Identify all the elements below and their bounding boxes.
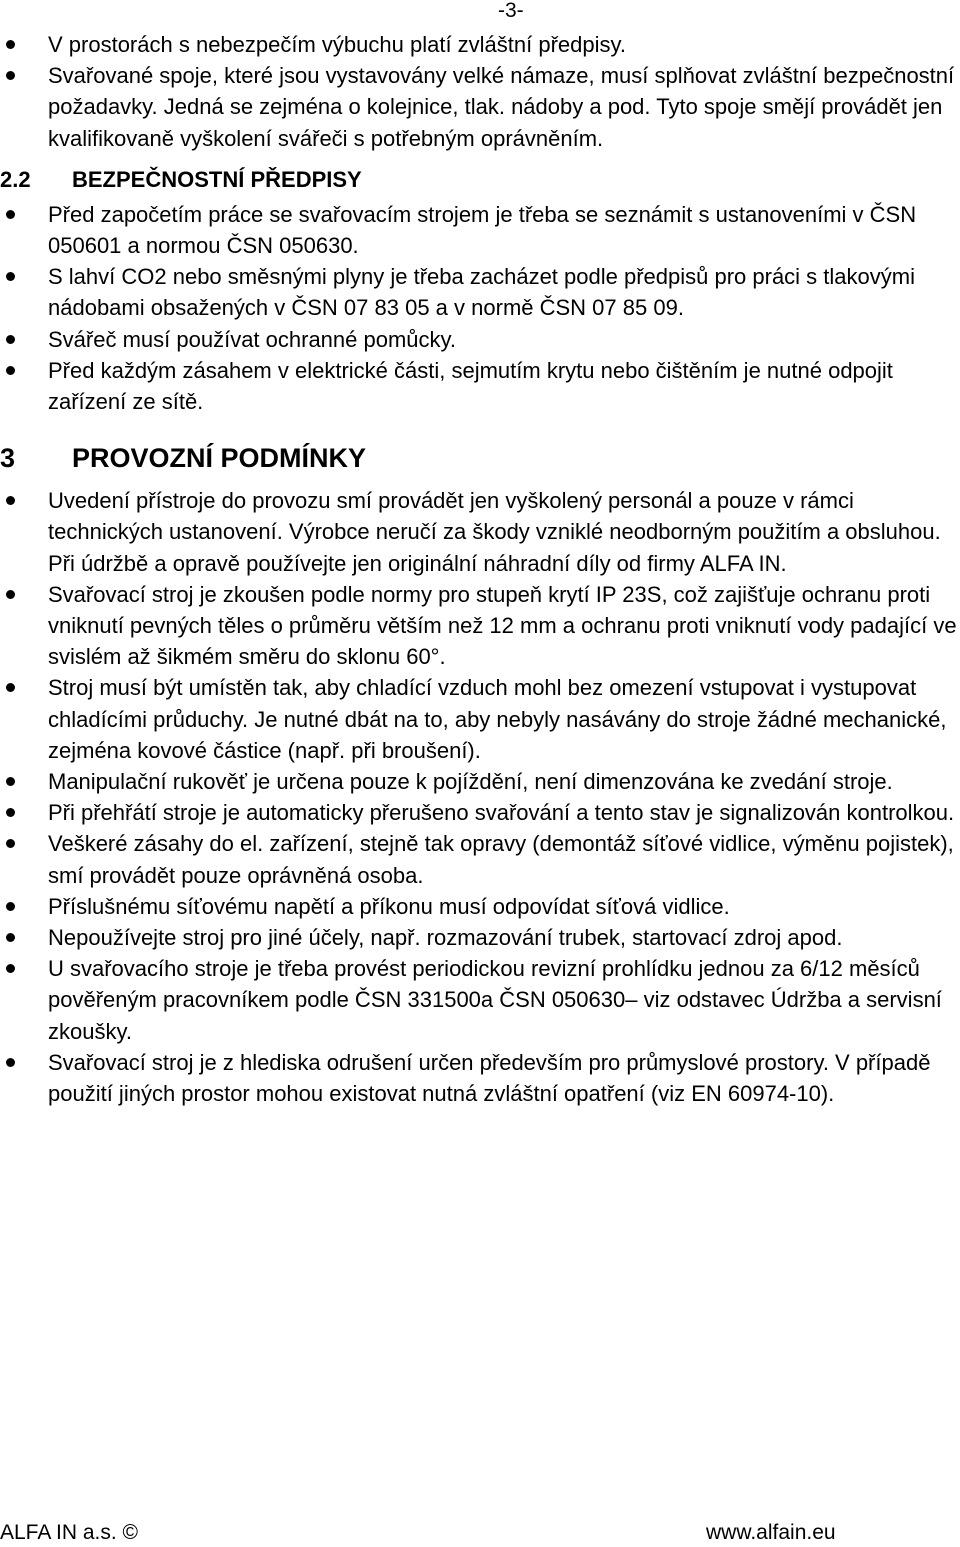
page-number: -3- xyxy=(498,0,524,22)
bullet-icon xyxy=(6,366,15,375)
list-item: V prostorách s nebezpečím výbuchu platí zvláštní předpisy. xyxy=(0,29,960,60)
bullet-icon xyxy=(6,210,15,219)
list-item: Svářeč musí používat ochranné pomůcky. xyxy=(0,324,960,355)
section-title: BEZPEČNOSTNÍ PŘEDPISY xyxy=(72,166,362,192)
section-number: 3 xyxy=(0,443,16,474)
list-item: Před každým zásahem v elektrické části, sejmutím krytu nebo čištěním je nutné odpojit zařízení ze sítě. xyxy=(0,355,960,417)
bullet-icon xyxy=(6,683,15,692)
bullet-icon xyxy=(6,777,15,786)
bullet-icon xyxy=(6,964,15,973)
bullet-icon xyxy=(6,40,15,49)
list-item: Nepoužívejte stroj pro jiné účely, např. rozmazování trubek, startovací zdroj apod. xyxy=(0,922,960,953)
document-body xyxy=(0,29,960,1109)
bullet-icon xyxy=(6,1058,15,1067)
list-item: Stroj musí být umístěn tak, aby chladící vzduch mohl bez omezení vstupovat i vystupovat chladícími průduchy. Je nutné dbát na to, aby nebyly nasávány do stroje žádné mechanické, zejména kovové částice (např. při broušení). xyxy=(0,672,960,766)
list-item: Při přehřátí stroje je automaticky přerušeno svařování a tento stav je signalizován kontrolkou. xyxy=(0,797,960,828)
list-item: Svařované spoje, které jsou vystavovány velké námaze, musí splňovat zvláštní bezpečnostní požadavky. Jedná se zejména o kolejnice, tlak. nádoby a pod. Tyto spoje smějí provádět jen kvalifikovaně vyškolení svářeči s potřebným oprávněním. xyxy=(0,60,960,154)
bullet-icon xyxy=(6,590,15,599)
footer-company: ALFA IN a.s. © xyxy=(0,1521,139,1544)
bullet-icon xyxy=(6,933,15,942)
list-item: Příslušnému síťovému napětí a příkonu musí odpovídat síťová vidlice. xyxy=(0,891,960,922)
bullet-icon xyxy=(6,808,15,817)
intro-list xyxy=(0,29,960,154)
section-heading-3 xyxy=(0,441,960,475)
operating-conditions-list xyxy=(0,485,960,1109)
bullet-icon xyxy=(6,496,15,505)
list-item: Svařovací stroj je z hlediska odrušení určen především pro průmyslové prostory. V případě použití jiných prostor mohou existovat nutná zvláštní opatření (viz EN 60974-10). xyxy=(0,1047,960,1109)
bullet-icon xyxy=(6,71,15,80)
footer-website: www.alfain.eu xyxy=(706,1521,836,1544)
list-item: Manipulační rukověť je určena pouze k pojíždění, není dimenzována ke zvedání stroje. xyxy=(0,766,960,797)
list-item: U svařovacího stroje je třeba provést periodickou revizní prohlídku jednou za 6/12 měsíců pověřeným pracovníkem podle ČSN 331500a ČSN 050630– viz odstavec Údržba a servisní zkoušky. xyxy=(0,953,960,1047)
list-item: Uvedení přístroje do provozu smí provádět jen vyškolený personál a pouze v rámci technických ustanovení. Výrobce neručí za škody vzniklé neodborným použitím a obsluhou. Při údržbě a opravě používejte jen originální náhradní díly od firmy ALFA IN. xyxy=(0,485,960,579)
section-heading-2-2 xyxy=(0,164,960,195)
safety-rules-list xyxy=(0,199,960,417)
section-number: 2.2 xyxy=(0,166,31,192)
bullet-icon xyxy=(6,839,15,848)
bullet-icon xyxy=(6,902,15,911)
list-item: S lahví CO2 nebo směsnými plyny je třeba zacházet podle předpisů pro práci s tlakovými nádobami obsažených v ČSN 07 83 05 a v normě ČSN 07 85 09. xyxy=(0,261,960,323)
section-title: PROVOZNÍ PODMÍNKY xyxy=(72,443,367,474)
bullet-icon xyxy=(6,272,15,281)
bullet-icon xyxy=(6,335,15,344)
list-item: Veškeré zásahy do el. zařízení, stejně tak opravy (demontáž síťové vidlice, výměnu pojistek), smí provádět pouze oprávněná osoba. xyxy=(0,828,960,890)
list-item: Svařovací stroj je zkoušen podle normy pro stupeň krytí IP 23S, což zajišťuje ochranu proti vniknutí pevných těles o průměru větším než 12 mm a ochranu proti vniknutí vody padající ve svislém až šikmém směru do sklonu 60°. xyxy=(0,579,960,673)
list-item: Před započetím práce se svařovacím strojem je třeba se seznámit s ustanoveními v ČSN 050601 a normou ČSN 050630. xyxy=(0,199,960,261)
